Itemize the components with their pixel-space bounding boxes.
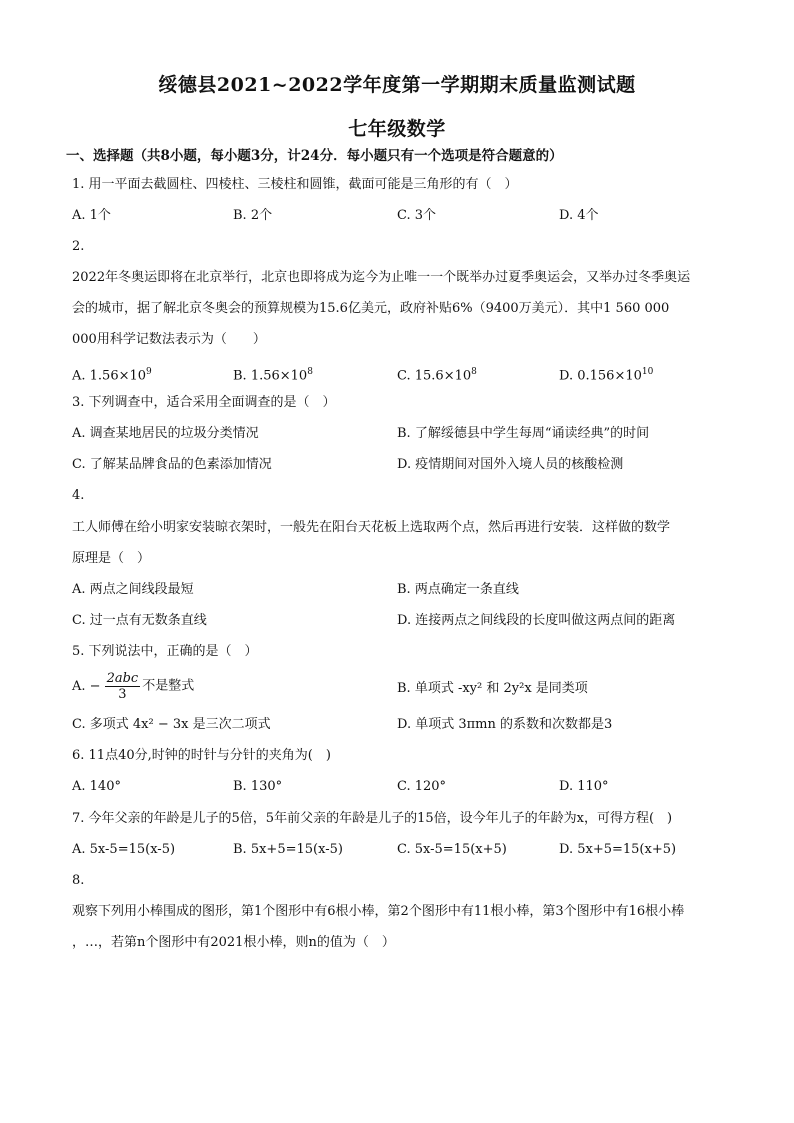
q7-option-b: B. 5x+5=15(x-5) xyxy=(233,842,343,857)
question-4-line-1: 工人师傅在给小明家安装晾衣架时，一般先在阳台天花板上选取两个点，然后再进行安装．这样做的数学 xyxy=(72,520,671,535)
q5-option-c: C. 多项式 4x² − 3x 是三次二项式 xyxy=(72,717,271,732)
question-8-number: 8. xyxy=(72,873,85,888)
q2-option-d: D. $0.156\times 10^{10}$ xyxy=(559,367,654,384)
fraction: $\frac{\text{2abc}}{3}$ xyxy=(106,671,139,702)
q2-option-b: B. $1.56\times 10^8$ xyxy=(233,367,313,384)
q6-option-c: C. 120° xyxy=(397,779,447,794)
q4-option-a: A. 两点之间线段最短 xyxy=(72,582,194,597)
section-heading: 一、选择题（共8小题，每小题3分，计24分．每小题只有一个选项是符合题意的） xyxy=(66,148,563,164)
q7-option-a: A. 5x-5=15(x-5) xyxy=(72,842,176,857)
q1-option-c: C. 3个 xyxy=(397,208,437,223)
question-1-stem: 1. 用一平面去截圆柱、四棱柱、三棱柱和圆锥，截面可能是三角形的有（ ） xyxy=(72,177,518,192)
q3-option-b: B. 了解绥德县中学生每周“诵读经典”的时间 xyxy=(397,426,650,441)
q7-option-c: C. 5x-5=15(x+5) xyxy=(397,842,507,857)
q3-option-d: D. 疫情期间对国外入境人员的核酸检测 xyxy=(397,457,624,472)
q4-option-b: B. 两点确定一条直线 xyxy=(397,582,519,597)
q3-option-c: C. 了解某品牌食品的色素添加情况 xyxy=(72,457,272,472)
q7-option-d: D. 5x+5=15(x+5) xyxy=(559,842,677,857)
q4-option-c: C. 过一点有无数条直线 xyxy=(72,613,207,628)
q2-option-a: A. $1.56\times 10^9$ xyxy=(72,367,152,384)
q5-option-d: D. 单项式 3πmn 的系数和次数都是3 xyxy=(397,717,613,732)
q6-option-d: D. 110° xyxy=(559,779,609,794)
q4-option-d: D. 连接两点之间线段的长度叫做这两点间的距离 xyxy=(397,613,676,628)
q2-option-c: C. $15.6\times 10^8$ xyxy=(397,367,477,384)
question-4-line-2: 原理是（ ） xyxy=(72,551,151,566)
exam-title: 绥德县2021~2022学年度第一学期期末质量监测试题 xyxy=(158,74,636,96)
q5-option-a: A. − $\frac{\text{2abc}}{3}$ 不是整式 xyxy=(72,671,195,702)
q6-option-b: B. 130° xyxy=(233,779,283,794)
question-7-stem: 7. 今年父亲的年龄是儿子的5倍，5年前父亲的年龄是儿子的15倍，设今年儿子的年龄为x，可得方程( ) xyxy=(72,811,673,826)
question-6-stem: 6. 11点40分,时钟的时针与分针的夹角为( ) xyxy=(72,748,331,763)
question-2-number: 2. xyxy=(72,239,85,254)
question-2-line-3: 000用科学记数法表示为（ ） xyxy=(72,332,266,347)
q5-option-b: B. 单项式 -xy² 和 2y²x 是同类项 xyxy=(397,681,588,696)
question-4-number: 4. xyxy=(72,488,85,503)
q1-option-a: A. 1个 xyxy=(72,208,111,223)
q3-option-a: A. 调查某地居民的垃圾分类情况 xyxy=(72,426,259,441)
question-2-line-2: 会的城市，据了解北京冬奥会的预算规模为15.6亿美元，政府补贴6%（9400万美元）．其中1 560 000 xyxy=(72,301,670,316)
q1-option-b: B. 2个 xyxy=(233,208,273,223)
q1-option-d: D. 4个 xyxy=(559,208,599,223)
exam-subtitle: 七年级数学 xyxy=(348,118,446,140)
question-2-line-1: 2022年冬奥运即将在北京举行，北京也即将成为迄今为止唯一一个既举办过夏季奥运会，又举办过冬季奥运 xyxy=(72,270,691,285)
question-5-stem: 5. 下列说法中，正确的是（ ） xyxy=(72,644,258,659)
question-3-stem: 3. 下列调查中，适合采用全面调查的是（ ） xyxy=(72,395,336,410)
question-8-line-1: 观察下列用小棒围成的图形，第1个图形中有6根小棒，第2个图形中有11根小棒，第3个图形中有16根小棒 xyxy=(72,904,685,919)
q6-option-a: A. 140° xyxy=(72,779,121,794)
question-8-line-2: ，…，若第n个图形中有2021根小棒，则n的值为（ ） xyxy=(72,935,395,950)
